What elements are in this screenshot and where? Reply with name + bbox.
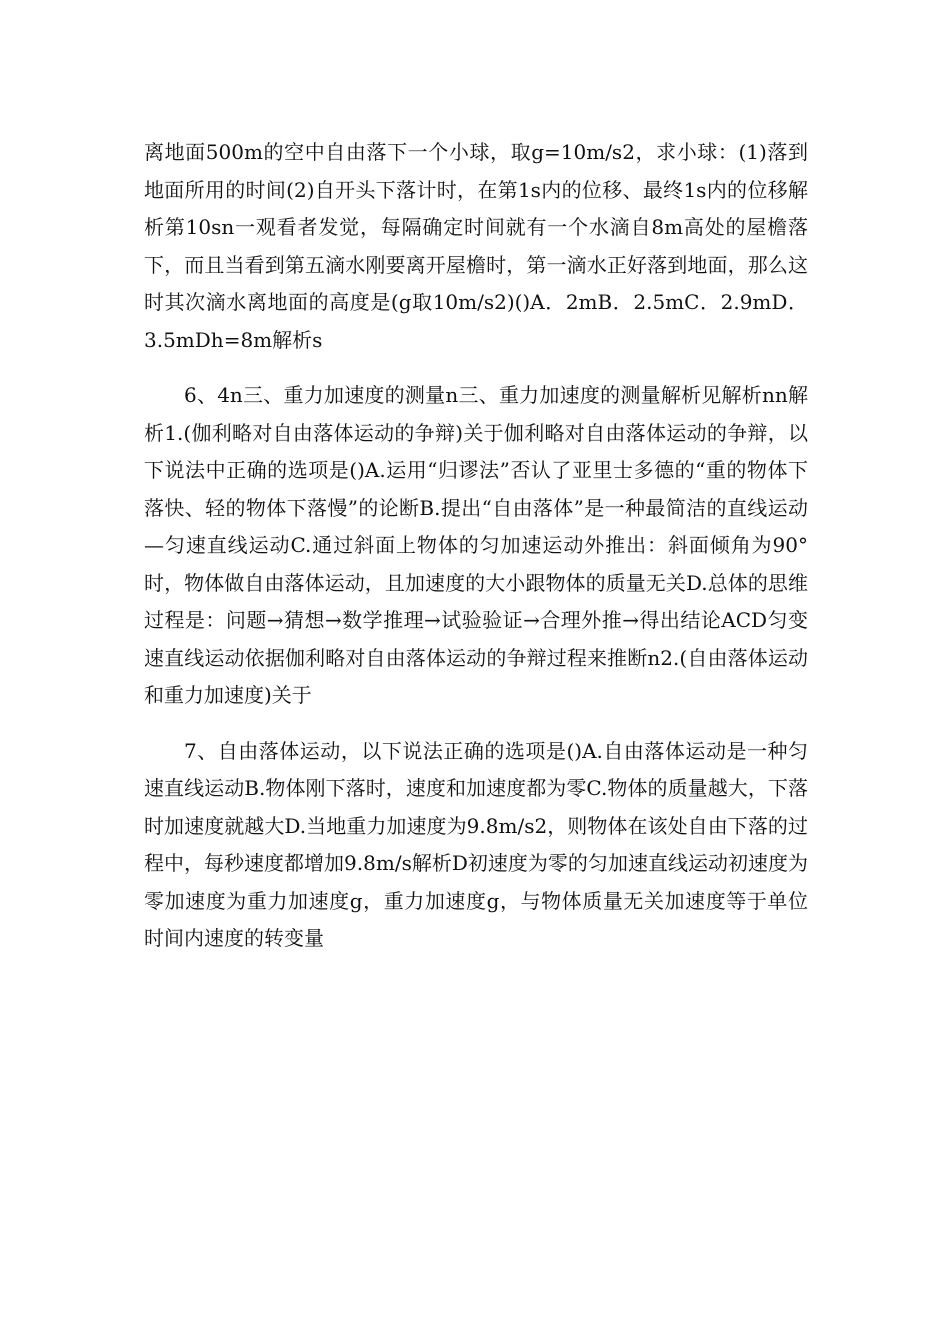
paragraph-2: 6、4n三、重力加速度的测量n三、重力加速度的测量解析见解析nn解析1.(伽利略对自由落体运动的争辩)关于伽利略对自由落体运动的争辩，以下说法中正确的选项是()A.运用“归谬法”否认了亚里士多德的“重的物体下落快、轻的物体下落慢”的论断B.提出“自由落体”是一种最简洁的直线运动—匀速直线运动C.通过斜面上物体的匀加速运动外推出：斜面倾角为90°时，物体做自由落体运动，且加速度的大小跟物体的质量无关D.总体的思维过程是：问题→猜想→数学推理→试验验证→合理外推→得出结论ACD匀变速直线运动依据伽利略对自由落体运动的争辩过程来推断n2.(自由落体运动和重力加速度)关于 <box>144 383 808 707</box>
document-page <box>144 134 808 958</box>
paragraph-1: 离地面500m的空中自由落下一个小球，取g=10m/s2，求小球：(1)落到地面所用的时间(2)自开头下落计时，在第1s内的位移、最终1s内的位移解析第10sn一观看者发觉，每隔确定时间就有一个水滴自8m高处的屋檐落下，而且当看到第五滴水刚要离开屋檐时，第一滴水正好落到地面，那么这时其次滴水离地面的高度是(g取10m/s2)()A．2mB．2.5mC．2.9mD．3.5mDh=8m解析s <box>144 140 808 352</box>
paragraph-3: 7、自由落体运动，以下说法正确的选项是()A.自由落体运动是一种匀速直线运动B.物体刚下落时，速度和加速度都为零C.物体的质量越大，下落时加速度就越大D.当地重力加速度为9.8m/s2，则物体在该处自由下落的过程中，每秒速度都增加9.8m/s解析D初速度为零的匀加速直线运动初速度为零加速度为重力加速度g，重力加速度g，与物体质量无关加速度等于单位时间内速度的转变量 <box>144 738 808 950</box>
